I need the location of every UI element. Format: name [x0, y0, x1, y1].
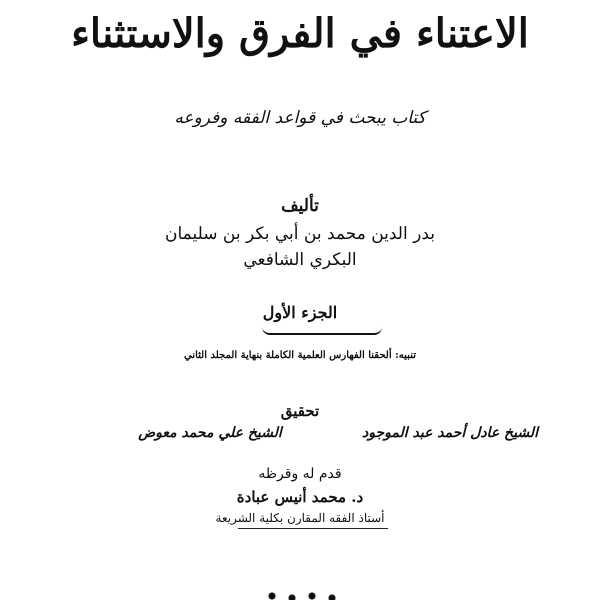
introducer-underline: [238, 528, 388, 529]
authorship-label: تأليف: [281, 196, 319, 216]
volume-underline: [262, 327, 382, 335]
introducer-role: أستاذ الفقه المقارن بكلية الشريعة: [215, 511, 385, 525]
author-nisba: البكري الشافعي: [243, 250, 357, 270]
editing-label: تحقيق: [280, 402, 320, 420]
index-note: تنبيه: ألحقنا الفهارس العلمية الكاملة بنهاية المجلد الثاني: [183, 350, 416, 361]
introducer-name: د. محمد أنيس عبادة: [236, 488, 364, 506]
cropped-publisher-mark: [262, 590, 342, 600]
book-title: الاعتناء في الفرق والاستثناء: [71, 10, 529, 57]
book-subtitle: كتاب يبحث في قواعد الفقه وفروعه: [174, 108, 426, 128]
editor-name-2: الشيخ علي محمد معوض: [138, 425, 282, 441]
author-name: بدر الدين محمد بن أبي بكر بن سليمان: [165, 224, 435, 244]
introduction-label: قدم له وقرظه: [258, 466, 342, 482]
volume-label: الجزء الأول: [262, 303, 338, 322]
editor-name-1: الشيخ عادل أحمد عبد الموجود: [362, 425, 538, 441]
